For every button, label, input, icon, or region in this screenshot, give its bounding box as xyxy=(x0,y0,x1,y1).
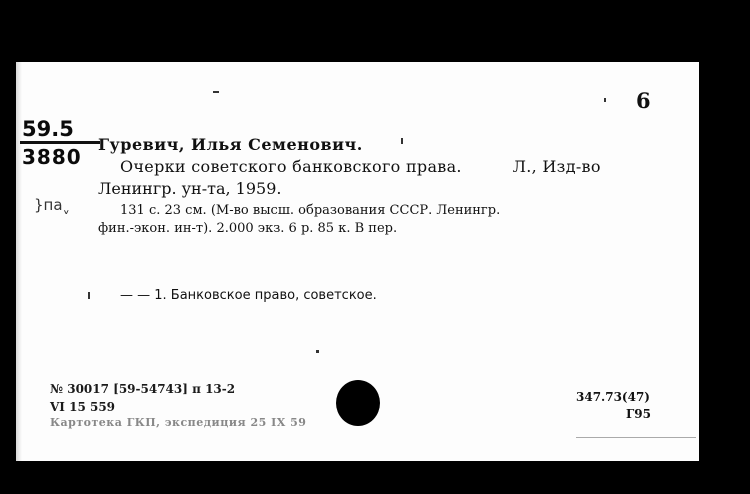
ink-speck xyxy=(316,350,319,353)
subject-heading: — — 1. Банковское право, советское. xyxy=(120,288,377,303)
author-heading: Гуревич, Илья Семенович. xyxy=(98,135,363,154)
handwritten-code-line1: 59.5 xyxy=(22,117,74,141)
imprint: Ленингр. ун-та, 1959. xyxy=(98,179,282,198)
ink-speck xyxy=(213,91,219,93)
ink-speck xyxy=(401,138,403,144)
handwritten-mark: }паˬ xyxy=(34,196,71,214)
corner-number: 6 xyxy=(636,88,651,113)
shelf-mark: Г95 xyxy=(626,407,651,421)
title-line xyxy=(120,157,601,176)
order-number: № 30017 [59-54743] п 13-2 xyxy=(50,382,236,396)
classification-code: 347.73(47) xyxy=(576,390,650,404)
publisher-prefix: Л., Изд-во xyxy=(512,157,601,176)
print-info: VI 15 559 xyxy=(50,400,116,414)
ink-speck xyxy=(88,292,90,299)
issue-date: Картотека ГКП, экспедиция 25 IX 59 xyxy=(50,416,307,429)
ink-speck xyxy=(576,437,696,438)
punch-hole xyxy=(336,380,380,426)
ink-speck xyxy=(604,98,606,102)
physical-description-line1: 131 с. 23 см. (М-во высш. образования СССР. Ленингр. xyxy=(120,203,501,218)
physical-description-line2: фин.-экон. ин-т). 2.000 экз. 6 р. 85 к. В пер. xyxy=(98,221,398,236)
handwritten-underline xyxy=(20,141,100,144)
handwritten-code-line2: 3880 xyxy=(22,145,82,169)
handwritten-call-number xyxy=(22,118,102,168)
catalog-card xyxy=(16,62,699,461)
book-title: Очерки советского банковского права. xyxy=(120,157,462,176)
